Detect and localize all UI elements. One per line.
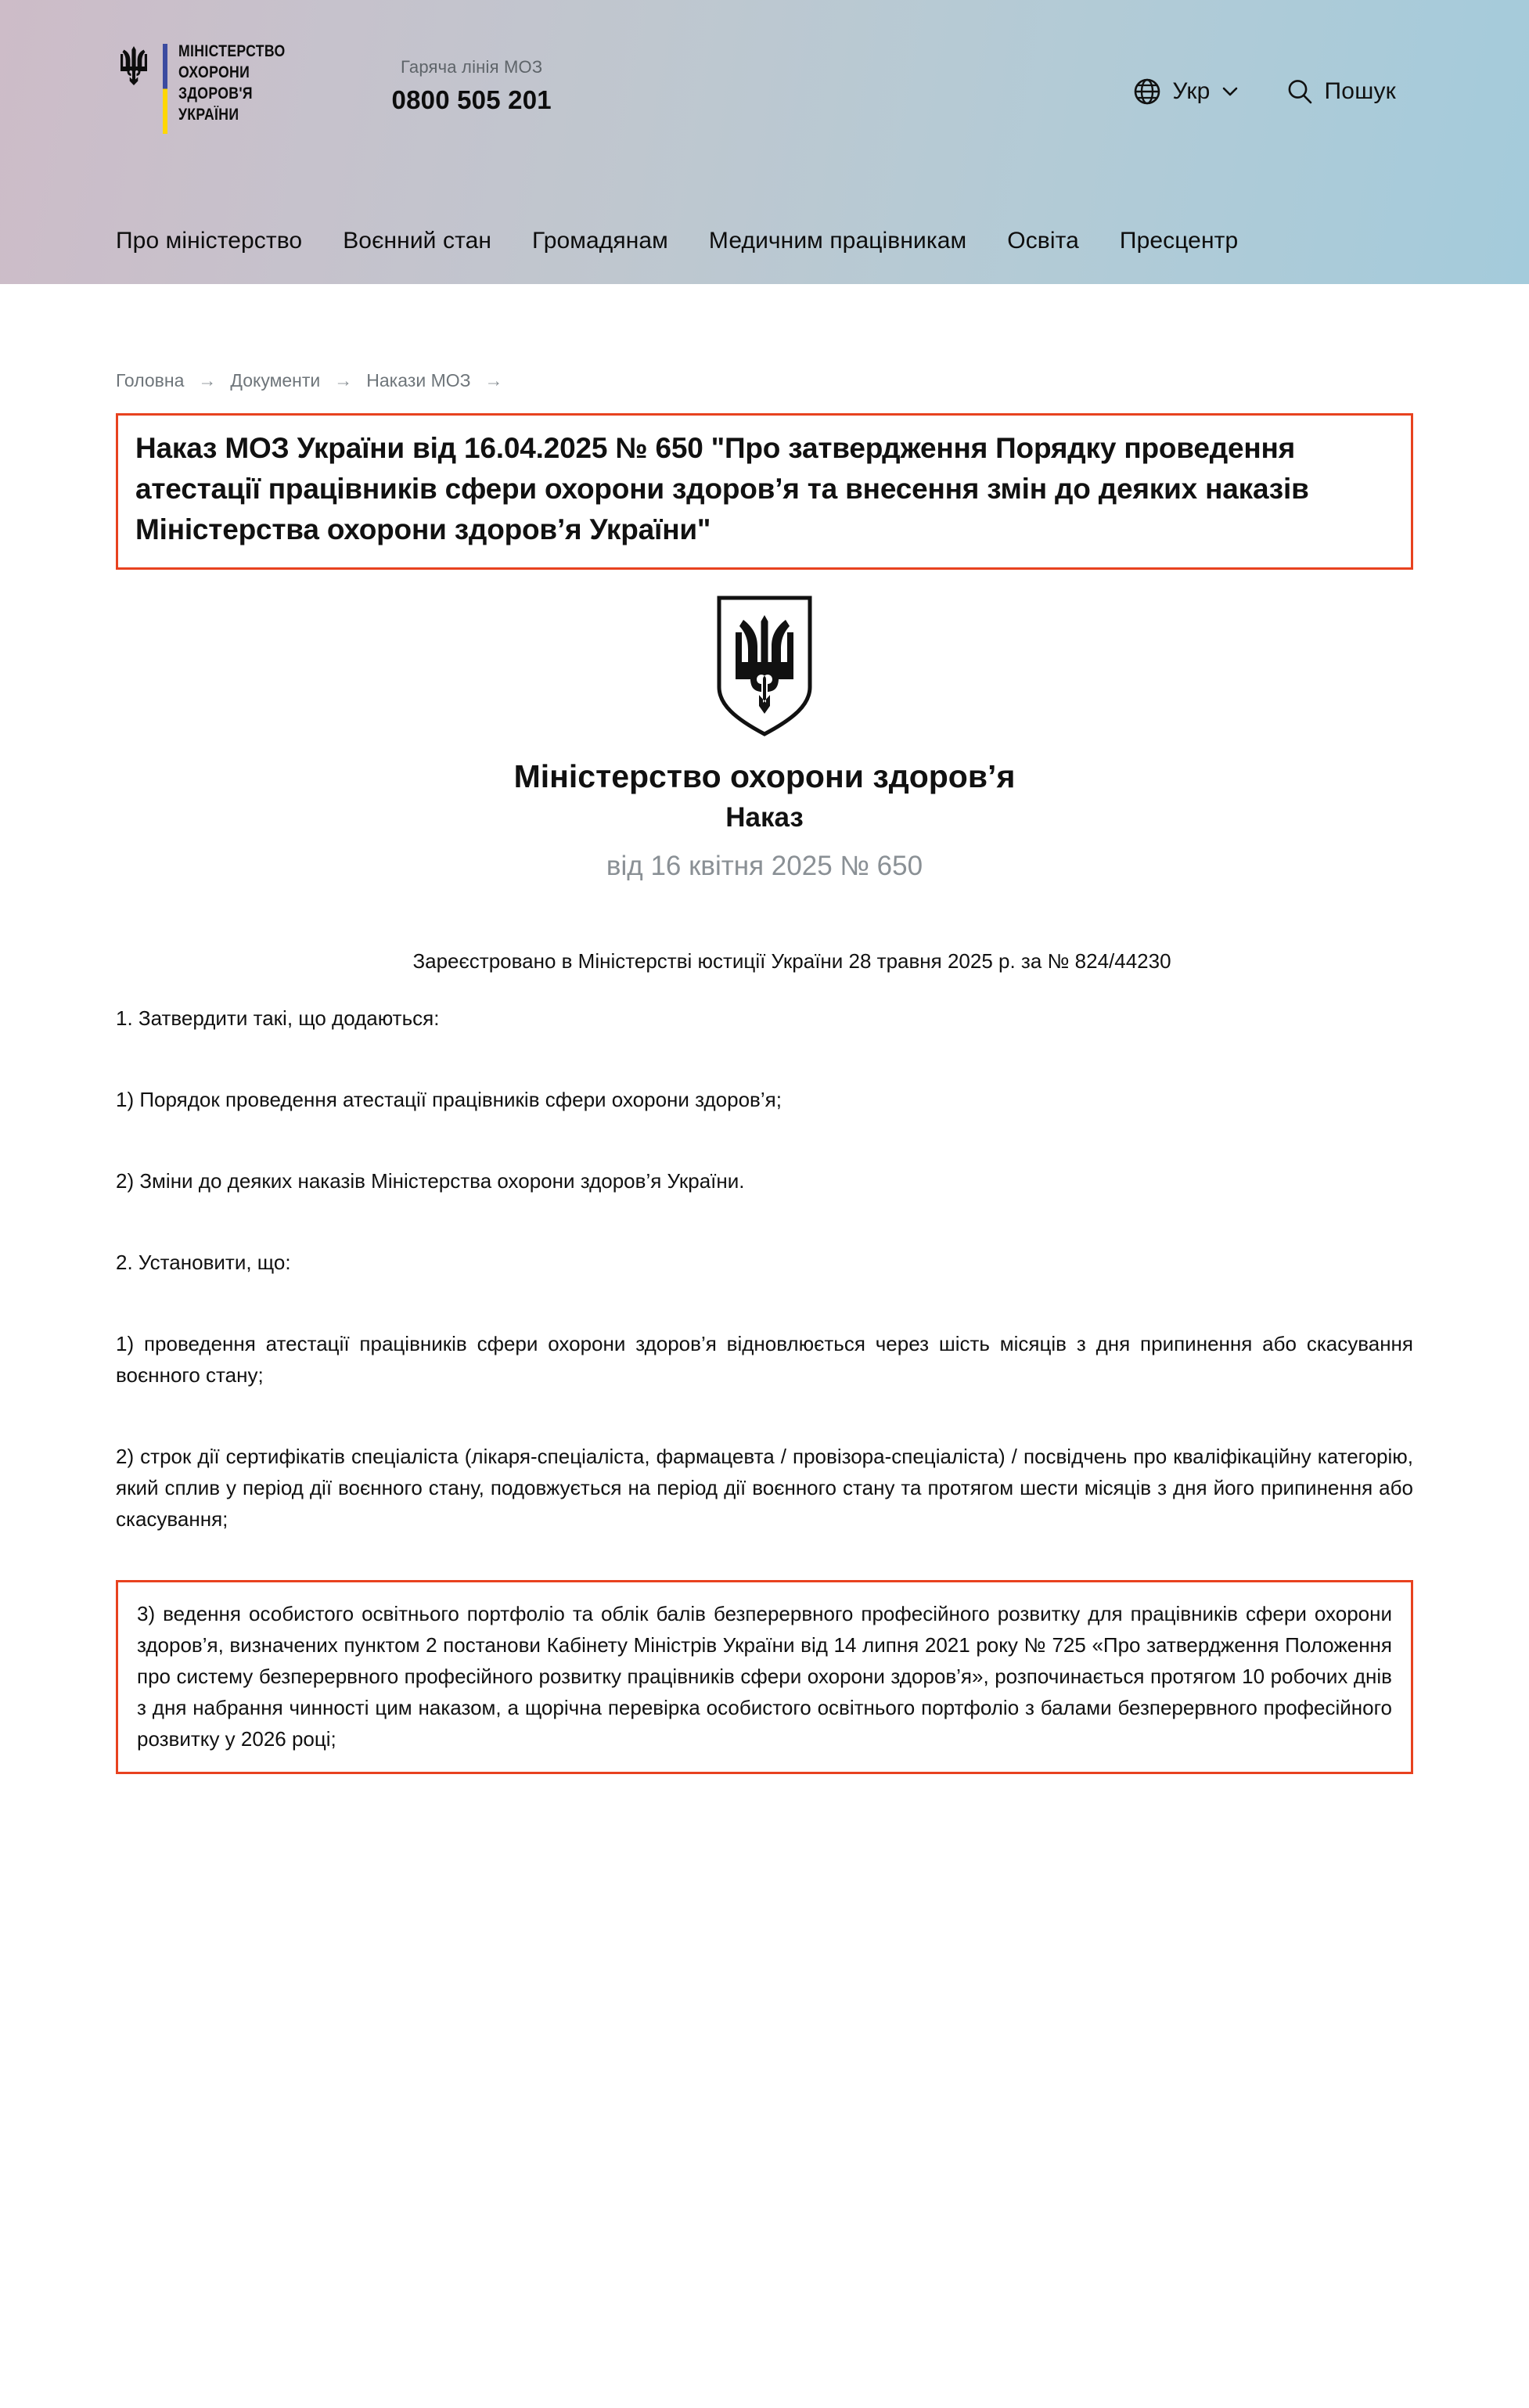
document-paragraph: 2. Установити, що: [116, 1251, 291, 1274]
search-button[interactable] [1286, 78, 1396, 105]
language-switcher[interactable] [1134, 78, 1237, 105]
header-tools [1134, 38, 1529, 105]
logo-line-4: УКРАЇНИ [178, 106, 239, 124]
nav-item-citizens[interactable]: Громадянам [532, 228, 668, 254]
document-paragraph: 1) Порядок проведення атестації працівників сфери охорони здоров’я; [116, 1088, 782, 1111]
site-logo[interactable] [116, 38, 306, 134]
document-paragraph: 1. Затвердити такі, що додаються: [116, 1006, 440, 1030]
page-content [0, 284, 1529, 1774]
breadcrumb-item-documents[interactable]: Документи [230, 370, 321, 391]
document-type: Наказ [725, 802, 804, 833]
document-date-number: від 16 квітня 2025 № 650 [606, 851, 923, 881]
header-top-row [0, 0, 1529, 157]
breadcrumb-separator-trailing: → [484, 370, 503, 391]
search-label: Пошук [1324, 78, 1396, 104]
hotline-block [392, 38, 552, 117]
logo-line-2: ОХОРОНИ [178, 63, 250, 81]
document-paragraph: 2) Зміни до деяких наказів Міністерства охорони здоров’я України. [116, 1169, 745, 1193]
breadcrumb [116, 284, 1413, 391]
trident-icon [116, 45, 152, 90]
page-title: Наказ МОЗ України від 16.04.2025 № 650 "Про затвердження Порядку проведення атестації працівників сфери охорони здоров’я та внесення змін до деяких наказів Міністерства охорони здоров’я України" [135, 432, 1309, 545]
logo-line-1: МІНІСТЕРСТВО [178, 42, 286, 60]
ministry-name: Міністерство охорони здоров’я [513, 758, 1016, 794]
document-body [116, 1002, 1413, 1774]
breadcrumb-separator: → [334, 370, 353, 391]
nav-item-martial-law[interactable]: Воєнний стан [343, 228, 492, 254]
chevron-down-icon [1222, 86, 1238, 97]
search-icon [1286, 78, 1313, 105]
ministry-heading [116, 755, 1413, 887]
breadcrumb-item-orders[interactable]: Накази МОЗ [366, 370, 471, 391]
nav-item-press-center[interactable]: Пресцентр [1119, 228, 1239, 254]
ukraine-coat-of-arms-icon [716, 595, 813, 737]
document-paragraph: 1) проведення атестації працівників сфери охорони здоров’я відновлюється через шість місяців з дня припинення або скасування воєнного стану; [116, 1332, 1413, 1387]
registration-note: Зареєстровано в Міністерстві юстиції України 28 травня 2025 р. за № 824/44230 [412, 949, 1171, 973]
document-title-box [116, 413, 1413, 570]
logo-line-3: ЗДОРОВ'Я [178, 85, 253, 103]
nav-item-about[interactable]: Про міністерство [116, 228, 303, 254]
breadcrumb-item-home[interactable]: Головна [116, 370, 185, 391]
flag-divider [163, 44, 167, 134]
nav-item-education[interactable]: Освіта [1007, 228, 1079, 254]
document-paragraph: 2) строк дії сертифікатів спеціаліста (лікаря-спеціаліста, фармацевта / провізора-спеціаліста) / посвідчень про кваліфікаційну категорію, який сплив у період дії воєнного стану, подовжується на період дії воєнного стану та протягом шести місяців з дня його припинення або скасування; [116, 1445, 1413, 1531]
hotline-label: Гаряча лінія МОЗ [401, 57, 543, 77]
nav-item-medical-workers[interactable]: Медичним працівникам [708, 228, 967, 254]
logo-wordmark [178, 38, 306, 125]
site-header [0, 0, 1529, 284]
state-emblem [116, 595, 1413, 741]
hotline-number[interactable]: 0800 505 201 [391, 85, 552, 114]
main-navigation [0, 198, 1529, 284]
breadcrumb-separator: → [198, 370, 217, 391]
document-paragraph-highlighted: 3) ведення особистого освітнього портфоліо та облік балів безперервного професійного розвитку для працівників сфери охорони здоров’я, визначених пунктом 2 постанови Кабінету Міністрів України від 14 липня 2021 року № 725 «Про затвердження Положення про систему безперервного професійного розвитку працівників сфери охорони здоров’я», розпочинається протягом 10 робочих днів з дня набрання чинності цим наказом, а щорічна перевірка особистого освітнього портфоліо з балами безперервного професійного розвитку у 2026 році; [137, 1602, 1392, 1751]
globe-icon [1134, 78, 1160, 105]
language-label: Укр [1172, 78, 1211, 104]
highlighted-paragraph-box [116, 1580, 1413, 1774]
